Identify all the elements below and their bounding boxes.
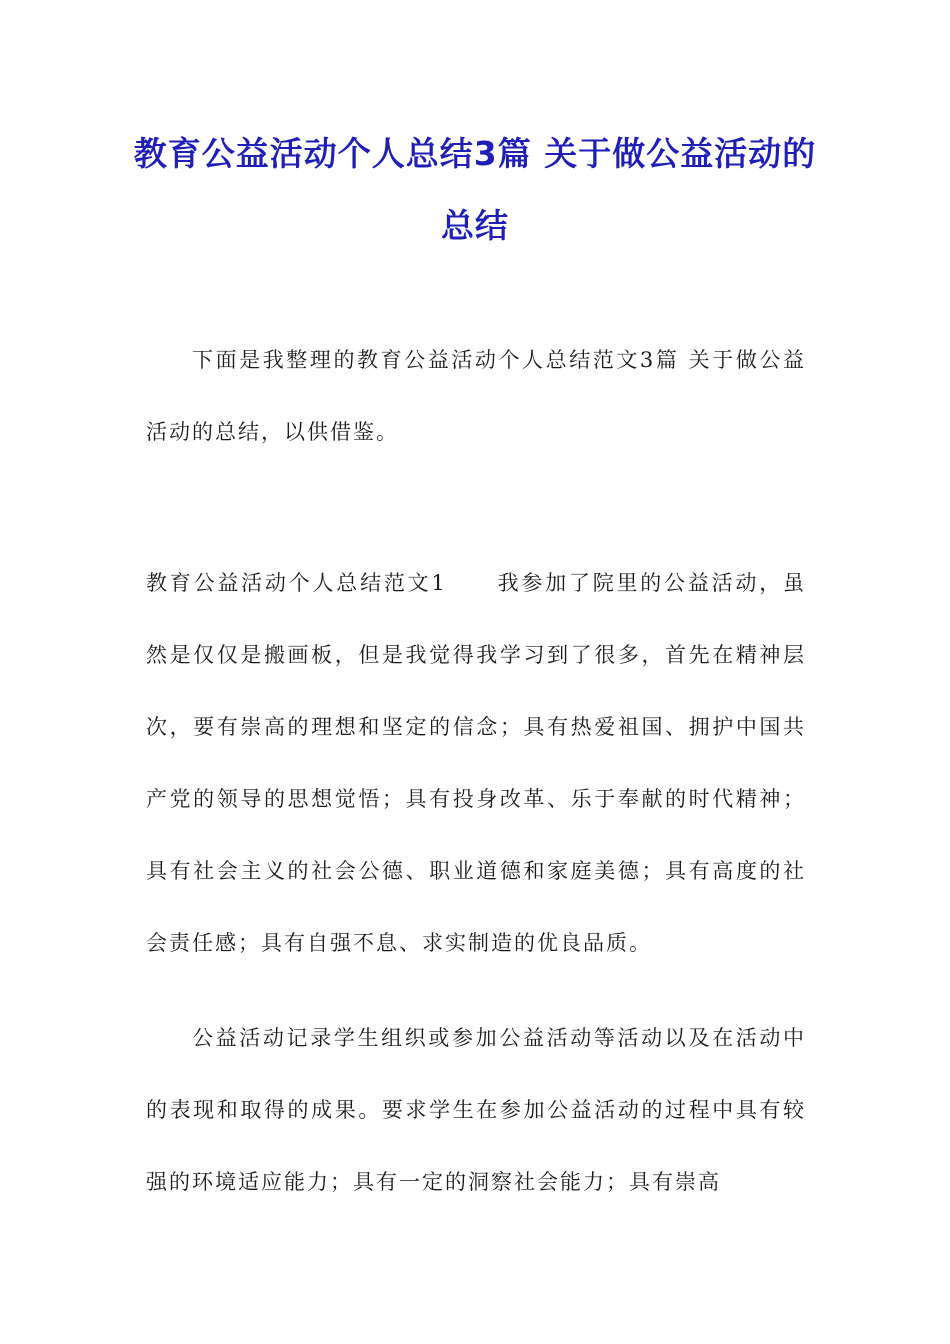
intro-paragraph: 下面是我整理的教育公益活动个人总结范文3篇 关于做公益活动的总结，以供借鉴。 bbox=[146, 348, 806, 444]
second-paragraph: 公益活动记录学生组织或参加公益活动等活动以及在活动中的表现和取得的成果。要求学生在参加公益活动的过程中具有较强的环境适应能力；具有一定的洞察社会能力；具有崇高 bbox=[146, 1026, 806, 1194]
paragraph-1-text: 我参加了院里的公益活动，虽然是仅仅是搬画板，但是我觉得我学习到了很多，首先在精神层次，要有崇高的理想和坚定的信念；具有热爱祖国、拥护中国共产党的领导的思想觉悟；具有投身改革、乐于奉献的时代精神；具有社会主义的社会公德、职业道德和家庭美德；具有高度的社会责任感；具有自强不息、求实制造的优良品质。 bbox=[146, 571, 806, 955]
first-summary-paragraph bbox=[146, 547, 806, 979]
document-title: 教育公益活动个人总结3篇 关于做公益活动的总结 bbox=[133, 134, 817, 245]
section-heading: 教育公益活动个人总结范文1 bbox=[146, 571, 447, 595]
